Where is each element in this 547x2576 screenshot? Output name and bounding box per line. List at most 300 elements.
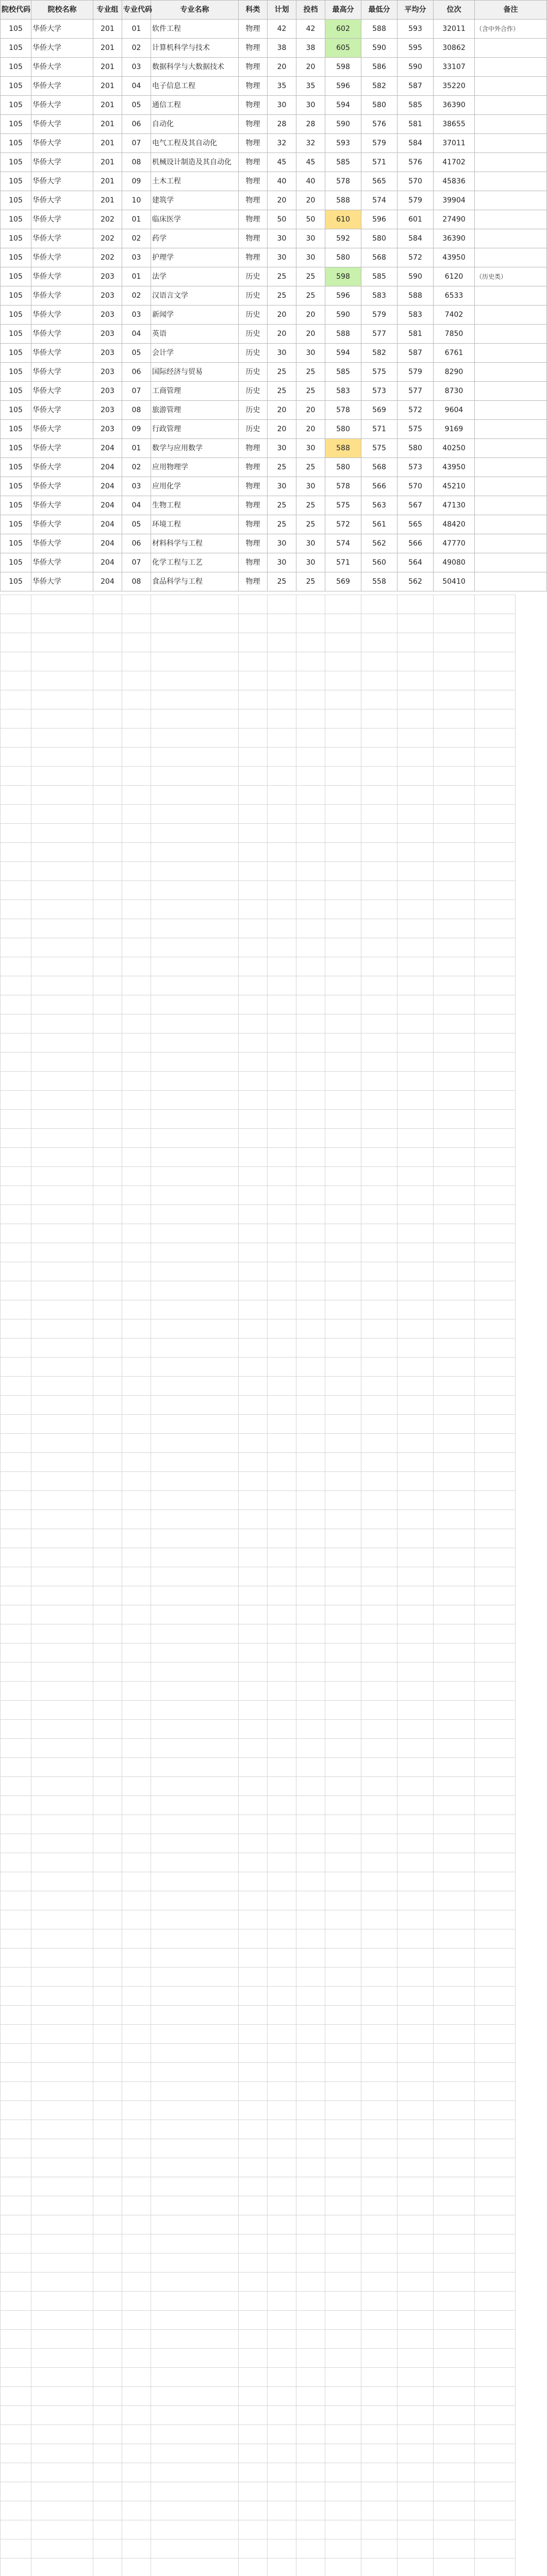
column-header[interactable]: 最高分 bbox=[325, 1, 361, 20]
table-cell[interactable]: 571 bbox=[325, 553, 361, 572]
table-cell[interactable]: 30 bbox=[296, 248, 325, 267]
table-cell[interactable]: 50410 bbox=[434, 572, 475, 591]
table-cell[interactable] bbox=[475, 382, 547, 401]
table-cell[interactable]: 602 bbox=[325, 20, 361, 39]
table-cell[interactable]: 580 bbox=[325, 248, 361, 267]
table-cell[interactable]: 04 bbox=[122, 496, 151, 515]
table-cell[interactable]: 575 bbox=[361, 439, 397, 458]
table-cell[interactable]: 601 bbox=[397, 210, 434, 229]
table-cell[interactable]: 25 bbox=[296, 496, 325, 515]
table-cell[interactable]: 电气工程及其自动化 bbox=[151, 134, 239, 153]
table-cell[interactable]: 历史 bbox=[239, 401, 268, 420]
table-cell[interactable]: 105 bbox=[1, 96, 31, 115]
table-cell[interactable]: 25 bbox=[268, 496, 296, 515]
table-cell[interactable]: 10 bbox=[122, 191, 151, 210]
table-cell[interactable]: 物理 bbox=[239, 534, 268, 553]
table-cell[interactable]: 580 bbox=[325, 420, 361, 439]
table-cell[interactable]: 电子信息工程 bbox=[151, 77, 239, 96]
table-cell[interactable]: 580 bbox=[361, 96, 397, 115]
table-row[interactable] bbox=[1, 58, 547, 77]
table-cell[interactable]: 35220 bbox=[434, 77, 475, 96]
table-cell[interactable]: 38655 bbox=[434, 115, 475, 134]
column-header[interactable]: 科类 bbox=[239, 1, 268, 20]
table-cell[interactable]: 土木工程 bbox=[151, 172, 239, 191]
table-cell[interactable]: 568 bbox=[361, 458, 397, 477]
table-cell[interactable]: 48420 bbox=[434, 515, 475, 534]
table-cell[interactable]: 598 bbox=[325, 267, 361, 286]
table-row[interactable] bbox=[1, 77, 547, 96]
table-cell[interactable]: 软件工程 bbox=[151, 20, 239, 39]
table-cell[interactable]: 数据科学与大数据技术 bbox=[151, 58, 239, 77]
table-cell[interactable]: 华侨大学 bbox=[31, 306, 93, 325]
table-cell[interactable]: 105 bbox=[1, 191, 31, 210]
table-cell[interactable]: 105 bbox=[1, 306, 31, 325]
table-row[interactable] bbox=[1, 401, 547, 420]
table-cell[interactable]: 204 bbox=[93, 572, 122, 591]
table-cell[interactable]: 物理 bbox=[239, 172, 268, 191]
table-cell[interactable]: 584 bbox=[397, 229, 434, 248]
table-cell[interactable]: 105 bbox=[1, 363, 31, 382]
table-cell[interactable]: 化学工程与工艺 bbox=[151, 553, 239, 572]
table-row[interactable] bbox=[1, 553, 547, 572]
table-cell[interactable]: 07 bbox=[122, 382, 151, 401]
table-cell[interactable]: 105 bbox=[1, 267, 31, 286]
table-cell[interactable]: 30862 bbox=[434, 39, 475, 58]
table-cell[interactable]: 25 bbox=[268, 572, 296, 591]
table-cell[interactable]: 30 bbox=[296, 96, 325, 115]
table-cell[interactable]: 护理学 bbox=[151, 248, 239, 267]
table-cell[interactable]: 201 bbox=[93, 134, 122, 153]
table-cell[interactable]: 华侨大学 bbox=[31, 58, 93, 77]
table-cell[interactable]: 华侨大学 bbox=[31, 382, 93, 401]
table-cell[interactable]: 法学 bbox=[151, 267, 239, 286]
table-row[interactable] bbox=[1, 210, 547, 229]
table-row[interactable] bbox=[1, 420, 547, 439]
table-cell[interactable]: 203 bbox=[93, 401, 122, 420]
table-cell[interactable]: 105 bbox=[1, 20, 31, 39]
table-cell[interactable]: 578 bbox=[325, 401, 361, 420]
table-cell[interactable]: 37011 bbox=[434, 134, 475, 153]
table-cell[interactable] bbox=[475, 496, 547, 515]
table-row[interactable] bbox=[1, 115, 547, 134]
table-cell[interactable]: 02 bbox=[122, 39, 151, 58]
table-cell[interactable]: 570 bbox=[397, 172, 434, 191]
table-cell[interactable]: 201 bbox=[93, 115, 122, 134]
table-cell[interactable]: 汉语言文学 bbox=[151, 286, 239, 306]
table-cell[interactable]: 581 bbox=[397, 115, 434, 134]
table-cell[interactable]: 08 bbox=[122, 401, 151, 420]
table-cell[interactable]: 566 bbox=[397, 534, 434, 553]
table-cell[interactable]: 43950 bbox=[434, 458, 475, 477]
table-cell[interactable]: 569 bbox=[361, 401, 397, 420]
table-cell[interactable]: 579 bbox=[361, 134, 397, 153]
table-cell[interactable]: 594 bbox=[325, 96, 361, 115]
table-cell[interactable] bbox=[475, 477, 547, 496]
table-cell[interactable]: 32011 bbox=[434, 20, 475, 39]
table-cell[interactable]: 562 bbox=[397, 572, 434, 591]
table-cell[interactable]: 202 bbox=[93, 248, 122, 267]
table-cell[interactable]: 571 bbox=[361, 420, 397, 439]
table-cell[interactable]: 586 bbox=[361, 58, 397, 77]
table-cell[interactable]: 580 bbox=[397, 439, 434, 458]
table-cell[interactable]: 105 bbox=[1, 534, 31, 553]
table-cell[interactable]: 105 bbox=[1, 477, 31, 496]
table-cell[interactable]: 30 bbox=[296, 477, 325, 496]
table-cell[interactable]: 585 bbox=[361, 267, 397, 286]
table-row[interactable] bbox=[1, 172, 547, 191]
table-cell[interactable]: 203 bbox=[93, 325, 122, 344]
table-cell[interactable]: 物理 bbox=[239, 77, 268, 96]
table-cell[interactable] bbox=[475, 306, 547, 325]
table-cell[interactable]: 华侨大学 bbox=[31, 134, 93, 153]
table-cell[interactable]: 581 bbox=[397, 325, 434, 344]
table-cell[interactable]: 596 bbox=[325, 77, 361, 96]
table-row[interactable] bbox=[1, 267, 547, 286]
table-cell[interactable]: 575 bbox=[361, 363, 397, 382]
table-cell[interactable]: 35 bbox=[268, 77, 296, 96]
table-cell[interactable]: 25 bbox=[268, 515, 296, 534]
table-cell[interactable]: 598 bbox=[325, 58, 361, 77]
table-cell[interactable]: 通信工程 bbox=[151, 96, 239, 115]
table-cell[interactable]: 38 bbox=[268, 39, 296, 58]
table-cell[interactable]: 9604 bbox=[434, 401, 475, 420]
column-header[interactable]: 院校名称 bbox=[31, 1, 93, 20]
table-cell[interactable] bbox=[475, 248, 547, 267]
table-cell[interactable]: 45210 bbox=[434, 477, 475, 496]
table-cell[interactable]: 201 bbox=[93, 77, 122, 96]
table-cell[interactable]: 590 bbox=[325, 115, 361, 134]
table-cell[interactable]: 42 bbox=[268, 20, 296, 39]
table-cell[interactable] bbox=[475, 58, 547, 77]
table-cell[interactable]: 32 bbox=[296, 134, 325, 153]
table-cell[interactable]: 585 bbox=[397, 96, 434, 115]
table-cell[interactable]: 560 bbox=[361, 553, 397, 572]
table-cell[interactable]: 30 bbox=[296, 229, 325, 248]
column-header[interactable]: 院校代码 bbox=[1, 1, 31, 20]
table-row[interactable] bbox=[1, 229, 547, 248]
table-cell[interactable]: 47770 bbox=[434, 534, 475, 553]
table-cell[interactable] bbox=[475, 439, 547, 458]
table-cell[interactable]: 20 bbox=[296, 325, 325, 344]
table-cell[interactable] bbox=[475, 286, 547, 306]
table-cell[interactable]: 04 bbox=[122, 325, 151, 344]
table-cell[interactable] bbox=[475, 515, 547, 534]
table-cell[interactable]: 203 bbox=[93, 420, 122, 439]
table-cell[interactable]: 华侨大学 bbox=[31, 77, 93, 96]
table-cell[interactable]: 20 bbox=[296, 306, 325, 325]
table-cell[interactable]: 50 bbox=[268, 210, 296, 229]
table-cell[interactable]: 590 bbox=[361, 39, 397, 58]
table-cell[interactable]: 105 bbox=[1, 248, 31, 267]
table-cell[interactable]: 577 bbox=[361, 325, 397, 344]
table-cell[interactable]: 华侨大学 bbox=[31, 20, 93, 39]
table-cell[interactable]: 华侨大学 bbox=[31, 401, 93, 420]
table-cell[interactable]: 物理 bbox=[239, 248, 268, 267]
table-cell[interactable]: （含中外合作） bbox=[475, 20, 547, 39]
table-cell[interactable]: 201 bbox=[93, 20, 122, 39]
table-cell[interactable]: 580 bbox=[325, 458, 361, 477]
table-cell[interactable]: 旅游管理 bbox=[151, 401, 239, 420]
table-cell[interactable]: 物理 bbox=[239, 58, 268, 77]
table-row[interactable] bbox=[1, 20, 547, 39]
table-cell[interactable]: 06 bbox=[122, 115, 151, 134]
table-cell[interactable]: 30 bbox=[268, 477, 296, 496]
table-cell[interactable]: 595 bbox=[397, 39, 434, 58]
table-cell[interactable]: 572 bbox=[397, 248, 434, 267]
table-cell[interactable]: 105 bbox=[1, 553, 31, 572]
table-cell[interactable]: 20 bbox=[268, 401, 296, 420]
table-cell[interactable]: 药学 bbox=[151, 229, 239, 248]
table-cell[interactable]: 临床医学 bbox=[151, 210, 239, 229]
table-cell[interactable]: 30 bbox=[268, 248, 296, 267]
table-cell[interactable]: 08 bbox=[122, 572, 151, 591]
table-row[interactable] bbox=[1, 286, 547, 306]
table-row[interactable] bbox=[1, 191, 547, 210]
table-cell[interactable]: 40250 bbox=[434, 439, 475, 458]
table-cell[interactable]: 565 bbox=[361, 172, 397, 191]
table-cell[interactable]: 105 bbox=[1, 77, 31, 96]
table-cell[interactable]: 596 bbox=[325, 286, 361, 306]
table-row[interactable] bbox=[1, 39, 547, 58]
table-cell[interactable]: 09 bbox=[122, 172, 151, 191]
table-cell[interactable] bbox=[475, 344, 547, 363]
table-cell[interactable]: 华侨大学 bbox=[31, 210, 93, 229]
table-cell[interactable]: 203 bbox=[93, 286, 122, 306]
table-cell[interactable]: 华侨大学 bbox=[31, 286, 93, 306]
table-cell[interactable]: 物理 bbox=[239, 96, 268, 115]
table-cell[interactable]: 201 bbox=[93, 191, 122, 210]
table-cell[interactable]: 25 bbox=[296, 458, 325, 477]
table-cell[interactable]: 03 bbox=[122, 248, 151, 267]
table-cell[interactable]: 593 bbox=[397, 20, 434, 39]
table-cell[interactable]: 行政管理 bbox=[151, 420, 239, 439]
table-cell[interactable]: 204 bbox=[93, 553, 122, 572]
table-cell[interactable]: 579 bbox=[397, 191, 434, 210]
table-row[interactable] bbox=[1, 134, 547, 153]
table-cell[interactable]: 01 bbox=[122, 20, 151, 39]
table-cell[interactable]: 20 bbox=[268, 306, 296, 325]
table-cell[interactable]: 历史 bbox=[239, 420, 268, 439]
table-cell[interactable]: 32 bbox=[268, 134, 296, 153]
table-cell[interactable] bbox=[475, 172, 547, 191]
table-cell[interactable]: 47130 bbox=[434, 496, 475, 515]
table-cell[interactable]: 575 bbox=[325, 496, 361, 515]
table-cell[interactable]: 物理 bbox=[239, 458, 268, 477]
table-row[interactable] bbox=[1, 477, 547, 496]
table-cell[interactable] bbox=[475, 210, 547, 229]
table-cell[interactable]: 7402 bbox=[434, 306, 475, 325]
table-cell[interactable]: 20 bbox=[296, 58, 325, 77]
table-cell[interactable]: 43950 bbox=[434, 248, 475, 267]
table-cell[interactable]: 583 bbox=[325, 382, 361, 401]
column-header[interactable]: 备注 bbox=[475, 1, 547, 20]
table-cell[interactable]: 201 bbox=[93, 96, 122, 115]
table-cell[interactable] bbox=[475, 420, 547, 439]
table-cell[interactable]: 203 bbox=[93, 382, 122, 401]
table-cell[interactable] bbox=[475, 77, 547, 96]
table-cell[interactable]: 576 bbox=[361, 115, 397, 134]
table-cell[interactable]: 华侨大学 bbox=[31, 267, 93, 286]
table-cell[interactable]: 02 bbox=[122, 286, 151, 306]
table-cell[interactable]: 03 bbox=[122, 477, 151, 496]
table-cell[interactable]: 105 bbox=[1, 382, 31, 401]
table-cell[interactable]: 575 bbox=[397, 420, 434, 439]
table-cell[interactable]: 30 bbox=[296, 439, 325, 458]
table-cell[interactable]: （历史类） bbox=[475, 267, 547, 286]
table-cell[interactable]: 华侨大学 bbox=[31, 477, 93, 496]
table-cell[interactable]: 45 bbox=[296, 153, 325, 172]
table-cell[interactable]: 565 bbox=[397, 515, 434, 534]
table-cell[interactable]: 05 bbox=[122, 515, 151, 534]
table-cell[interactable]: 20 bbox=[296, 401, 325, 420]
table-cell[interactable]: 36390 bbox=[434, 229, 475, 248]
table-cell[interactable]: 材料科学与工程 bbox=[151, 534, 239, 553]
table-cell[interactable]: 08 bbox=[122, 153, 151, 172]
table-cell[interactable]: 华侨大学 bbox=[31, 439, 93, 458]
table-cell[interactable] bbox=[475, 229, 547, 248]
column-header[interactable]: 投档 bbox=[296, 1, 325, 20]
table-cell[interactable]: 华侨大学 bbox=[31, 153, 93, 172]
table-row[interactable] bbox=[1, 458, 547, 477]
table-cell[interactable]: 04 bbox=[122, 77, 151, 96]
table-cell[interactable]: 578 bbox=[325, 172, 361, 191]
table-cell[interactable]: 105 bbox=[1, 496, 31, 515]
table-row[interactable] bbox=[1, 496, 547, 515]
table-cell[interactable]: 环境工程 bbox=[151, 515, 239, 534]
table-cell[interactable]: 03 bbox=[122, 58, 151, 77]
table-cell[interactable]: 计算机科学与技术 bbox=[151, 39, 239, 58]
table-cell[interactable]: 数学与应用数学 bbox=[151, 439, 239, 458]
table-cell[interactable]: 华侨大学 bbox=[31, 515, 93, 534]
table-cell[interactable]: 590 bbox=[325, 306, 361, 325]
table-row[interactable] bbox=[1, 439, 547, 458]
table-cell[interactable]: 03 bbox=[122, 306, 151, 325]
table-cell[interactable]: 561 bbox=[361, 515, 397, 534]
table-cell[interactable]: 华侨大学 bbox=[31, 534, 93, 553]
table-cell[interactable]: 204 bbox=[93, 515, 122, 534]
table-cell[interactable]: 9169 bbox=[434, 420, 475, 439]
table-cell[interactable]: 588 bbox=[325, 325, 361, 344]
table-cell[interactable]: 新闻学 bbox=[151, 306, 239, 325]
table-cell[interactable]: 573 bbox=[361, 382, 397, 401]
table-cell[interactable]: 华侨大学 bbox=[31, 115, 93, 134]
table-cell[interactable]: 20 bbox=[268, 191, 296, 210]
table-cell[interactable]: 华侨大学 bbox=[31, 191, 93, 210]
table-row[interactable] bbox=[1, 344, 547, 363]
table-cell[interactable]: 36390 bbox=[434, 96, 475, 115]
table-cell[interactable]: 202 bbox=[93, 210, 122, 229]
table-cell[interactable]: 585 bbox=[325, 363, 361, 382]
table-cell[interactable]: 25 bbox=[268, 382, 296, 401]
table-cell[interactable]: 582 bbox=[361, 344, 397, 363]
table-cell[interactable]: 应用化学 bbox=[151, 477, 239, 496]
table-cell[interactable]: 583 bbox=[361, 286, 397, 306]
table-cell[interactable]: 49080 bbox=[434, 553, 475, 572]
table-cell[interactable]: 574 bbox=[361, 191, 397, 210]
table-cell[interactable]: 105 bbox=[1, 172, 31, 191]
table-cell[interactable]: 7850 bbox=[434, 325, 475, 344]
table-cell[interactable]: 01 bbox=[122, 439, 151, 458]
table-cell[interactable]: 25 bbox=[296, 286, 325, 306]
table-cell[interactable]: 204 bbox=[93, 477, 122, 496]
table-cell[interactable]: 工商管理 bbox=[151, 382, 239, 401]
table-cell[interactable]: 8290 bbox=[434, 363, 475, 382]
table-cell[interactable]: 563 bbox=[361, 496, 397, 515]
table-cell[interactable]: 45 bbox=[268, 153, 296, 172]
table-cell[interactable]: 577 bbox=[397, 382, 434, 401]
table-cell[interactable]: 20 bbox=[296, 420, 325, 439]
table-cell[interactable]: 华侨大学 bbox=[31, 248, 93, 267]
table-cell[interactable]: 建筑学 bbox=[151, 191, 239, 210]
table-cell[interactable]: 30 bbox=[268, 439, 296, 458]
table-cell[interactable]: 203 bbox=[93, 344, 122, 363]
table-cell[interactable]: 华侨大学 bbox=[31, 496, 93, 515]
table-cell[interactable]: 07 bbox=[122, 553, 151, 572]
table-cell[interactable]: 28 bbox=[268, 115, 296, 134]
table-cell[interactable]: 30 bbox=[296, 344, 325, 363]
table-cell[interactable] bbox=[475, 39, 547, 58]
table-cell[interactable] bbox=[475, 572, 547, 591]
table-cell[interactable]: 物理 bbox=[239, 191, 268, 210]
column-header[interactable]: 专业名称 bbox=[151, 1, 239, 20]
table-cell[interactable]: 42 bbox=[296, 20, 325, 39]
table-cell[interactable]: 6761 bbox=[434, 344, 475, 363]
table-cell[interactable] bbox=[475, 325, 547, 344]
table-cell[interactable]: 571 bbox=[361, 153, 397, 172]
table-cell[interactable]: 物理 bbox=[239, 134, 268, 153]
table-cell[interactable]: 06 bbox=[122, 363, 151, 382]
table-cell[interactable]: 105 bbox=[1, 420, 31, 439]
column-header[interactable]: 专业组 bbox=[93, 1, 122, 20]
table-cell[interactable]: 580 bbox=[361, 229, 397, 248]
table-cell[interactable]: 会计学 bbox=[151, 344, 239, 363]
table-cell[interactable]: 食品科学与工程 bbox=[151, 572, 239, 591]
column-header[interactable]: 平均分 bbox=[397, 1, 434, 20]
table-cell[interactable]: 38 bbox=[296, 39, 325, 58]
table-cell[interactable]: 02 bbox=[122, 458, 151, 477]
table-cell[interactable]: 25 bbox=[296, 267, 325, 286]
table-cell[interactable]: 25 bbox=[268, 267, 296, 286]
table-cell[interactable]: 105 bbox=[1, 153, 31, 172]
table-cell[interactable]: 579 bbox=[361, 306, 397, 325]
table-cell[interactable]: 201 bbox=[93, 153, 122, 172]
table-cell[interactable]: 568 bbox=[361, 248, 397, 267]
table-cell[interactable]: 585 bbox=[325, 153, 361, 172]
table-cell[interactable]: 578 bbox=[325, 477, 361, 496]
table-cell[interactable]: 06 bbox=[122, 534, 151, 553]
table-cell[interactable]: 590 bbox=[397, 267, 434, 286]
table-cell[interactable]: 国际经济与贸易 bbox=[151, 363, 239, 382]
table-cell[interactable] bbox=[475, 458, 547, 477]
table-cell[interactable]: 华侨大学 bbox=[31, 325, 93, 344]
table-cell[interactable]: 应用物理学 bbox=[151, 458, 239, 477]
table-cell[interactable]: 610 bbox=[325, 210, 361, 229]
table-cell[interactable] bbox=[475, 553, 547, 572]
table-cell[interactable]: 41702 bbox=[434, 153, 475, 172]
table-cell[interactable]: 30 bbox=[268, 229, 296, 248]
table-cell[interactable]: 579 bbox=[397, 363, 434, 382]
table-cell[interactable]: 105 bbox=[1, 115, 31, 134]
table-cell[interactable]: 物理 bbox=[239, 477, 268, 496]
table-cell[interactable]: 6120 bbox=[434, 267, 475, 286]
table-row[interactable] bbox=[1, 306, 547, 325]
table-cell[interactable]: 历史 bbox=[239, 267, 268, 286]
table-cell[interactable]: 39904 bbox=[434, 191, 475, 210]
table-cell[interactable]: 25 bbox=[296, 382, 325, 401]
table-cell[interactable]: 机械设计制造及其自动化 bbox=[151, 153, 239, 172]
table-cell[interactable]: 105 bbox=[1, 286, 31, 306]
table-cell[interactable]: 45836 bbox=[434, 172, 475, 191]
